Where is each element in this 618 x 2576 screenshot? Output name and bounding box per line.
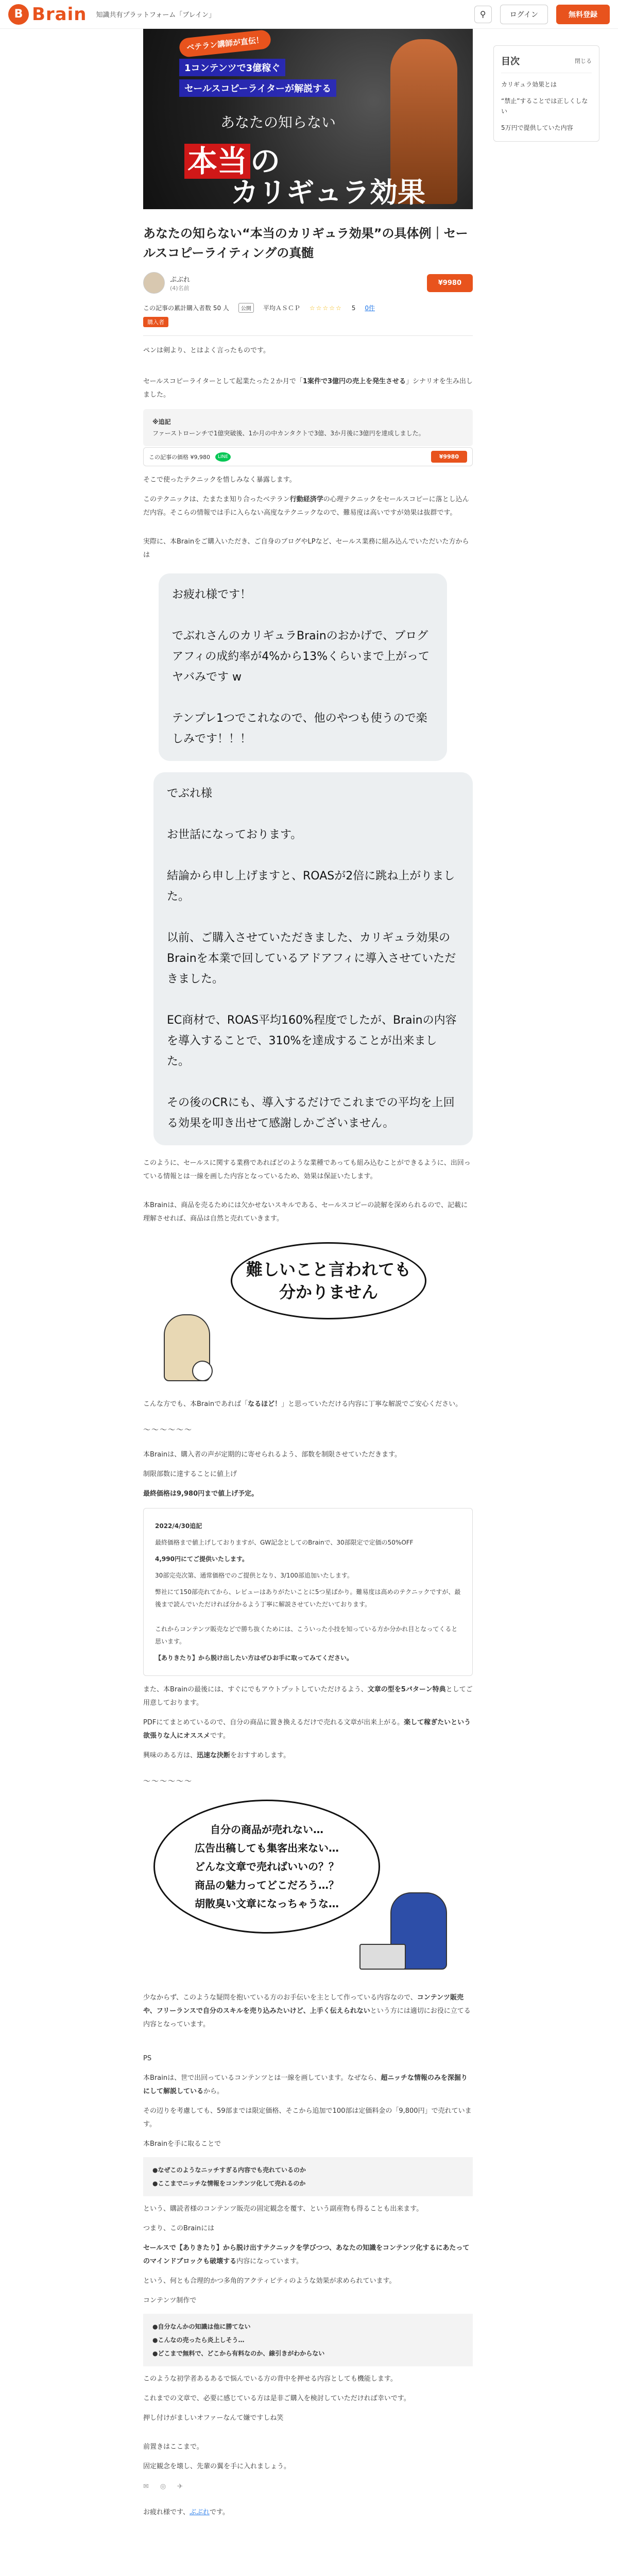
body-text: コンテンツ制作で	[143, 2297, 197, 2304]
body-text: 本Brainは、商品を売るためには欠かせないスキルである、セールスコピーの読解を深められるので、記載に理解させれば、商品は自然と売れていきます。	[143, 1201, 468, 1223]
hero-badge: ベテラン講師が直伝！	[179, 29, 272, 58]
hero-big-title-2: カリギュラ効果	[231, 176, 425, 209]
body-text: セールスで【ありきたり】から脱け出すテクニックを学びつつ、あなたの知識をコンテンツ化するにあたってのマインドブロックも破壊する内容になっています。	[143, 2244, 470, 2265]
body-text: という、購読者様のコンテンツ販売の固定観念を覆す、という副産物も得ることも出来ます。	[143, 2205, 423, 2213]
author-row	[143, 272, 473, 294]
login-button[interactable]: ログイン	[500, 5, 548, 24]
body-text: PDFにてまとめているので、自分の商品に置き換えるだけで売れる文章が出来上がる。楽して稼ぎたいという欲張りな人にオススメです。	[143, 1719, 471, 1740]
body-text: このように、セールスに関する業務であればどのような業種であっても組み込むことができるように、出回っている情報とは一線を画した内容となっているため、効果は保証いたします。	[143, 1159, 471, 1180]
author-name[interactable]: ぷぶれ	[170, 276, 191, 284]
testimonial-chat-2: でぶれ様 お世話になっております。 結論から申し上げますと、ROASが2倍に跳ね上がりました。 以前、ご購入させていただきました、カリギュラ効果のBrainを本業で回しているアドアフィに導入させていただきました。 EC商材で、ROAS平均160%程度でしたが、Brainの内容を導入することで、310%を達成することが出来ました。 その後のCRにも、導入するだけでこれまでの平均を上回る効果を叩き出せて感謝しかございません。	[153, 772, 473, 1145]
hero-subtitle: あなたの知らない	[220, 114, 336, 131]
hero-line-1: 1コンテンツで3億稼ぐ	[179, 59, 285, 76]
body-text: こんな方でも、本Brainであれば「なるほど！」と思っていただける内容に丁寧な解説でご安心ください。	[143, 1400, 462, 1408]
testimonial-chat-1: お疲れ様です！ でぶれさんのカリギュラBrainのおかげで、ブログアフィの成約率が4%から13%くらいまで上がってヤバみです w テンプレ1つでこれなので、他のやつも使うので楽しみです！！！	[159, 573, 447, 761]
speech-bubble: 難しいこと言われても 分かりません	[231, 1242, 426, 1319]
body-text: 押し付けがましいオファーなんて嫌ですしね笑	[143, 2414, 284, 2422]
body-text: 前置きはここまで。	[143, 2443, 203, 2451]
body-text: 固定観念を壊し、先輩の翼を手に入れましょう。	[143, 2463, 291, 2470]
price-button[interactable]: ¥9980	[427, 274, 473, 292]
hero-image	[143, 29, 473, 209]
thought-bubble: 自分の商品が売れない… 広告出稿しても集客出来ない… どんな文章で売ればいいの？？ 商品の魅力ってどこだろう…？ 胡散臭い文章になっちゃうな…	[153, 1800, 380, 1934]
body-text: これまでの文章で、必要に感じている方は是非ご購入を検討していただければ幸いです。	[143, 2395, 410, 2402]
illustration-worried	[143, 1800, 473, 1985]
page-title: あなたの知らない“本当のカリギュラ効果”の具体例｜セールスコピーライティングの真髄	[143, 226, 468, 260]
body-text: 最終価格は9,980円まで値上げ予定。	[143, 1490, 259, 1498]
illustration-confused	[143, 1232, 473, 1392]
body-text: そこで使ったテクニックを惜しみなく暴露します。	[143, 476, 296, 484]
line-share-icon[interactable]: LINE	[215, 452, 231, 462]
purchase-bar	[143, 447, 473, 466]
logo-text: Brain	[32, 4, 87, 25]
telegram-share-icon[interactable]: ✈	[177, 2483, 183, 2490]
body-text: また、本Brainの最後には、すぐにでもアウトプットしていただけるよう、文章の型を5パターン特典としてご用意しております。	[143, 1686, 473, 1707]
divider: 〜〜〜〜〜〜	[143, 1777, 193, 1786]
toc-item[interactable]: “禁止”することでは正しくしない	[501, 97, 588, 115]
brain-logo[interactable]	[8, 4, 87, 25]
instagram-share-icon[interactable]: ◎	[160, 2483, 166, 2490]
body-text: お疲れ様です、ぶぶれです。	[143, 2509, 229, 2516]
mail-share-icon[interactable]: ✉	[143, 2483, 149, 2490]
checklist: ●なぜこのようなニッチすぎる内容でも売れているのか ●ここまでニッチな情報をコンテンツ化して売れるのか	[143, 2157, 473, 2196]
body-text: つまり、このBrainには	[143, 2225, 215, 2232]
body-text: その辺りを考慮しても、59部までは限定価格、そこから追加で100部は定価料金の「9,800円」で売れています。	[143, 2107, 472, 2128]
body-text: このテクニックは、たまたま知り合ったベテラン行動経済学の心理テクニックをセールスコピーに落とし込んだ内容。そこらの情報では手に入らない高度なテクニックなので、難易度は高いですが効果は抜群です。	[143, 496, 469, 517]
signup-button[interactable]: 無料登録	[556, 5, 610, 24]
toc-title: 目次	[501, 56, 520, 67]
body-text: 興味のある方は、迅速な決断をおすすめします。	[143, 1752, 290, 1759]
divider: 〜〜〜〜〜〜	[143, 1426, 193, 1434]
toc-item[interactable]: カリギュラ効果とは	[501, 81, 557, 88]
logo-mark: B	[8, 4, 29, 25]
body-text: という、何とも合理的かつ多角的アクティビティのような効果が求められています。	[143, 2277, 396, 2285]
site-tagline: 知識共有プラットフォーム「ブレイン」	[96, 11, 216, 19]
body-text: 本Brainは、購入者の声が定期的に寄せられるよう、部数を制限させていただきます。	[143, 1451, 402, 1459]
body-text: ペンは剣より、とはよく言ったものです。	[143, 347, 270, 354]
buyer-tag: 購入者	[143, 317, 168, 327]
note-box: ※追記 ファーストローンチで1億突破後、1か月の中カンタクトで3億、3か月後に3億円を達成しました。	[143, 409, 473, 446]
body-text: セールスコピーライターとして起業たった２か月で「1案件で3億円の売上を発生させる」シナリオを生み出しました。	[143, 378, 473, 399]
site-header	[0, 0, 618, 29]
cat-illustration	[192, 1361, 213, 1381]
body-text: 制限部数に達することに値上げ	[143, 1470, 237, 1478]
table-of-contents	[493, 45, 599, 142]
hero-line-2: セールスコピーライターが解説する	[179, 79, 336, 97]
search-icon[interactable]: ⚲	[474, 6, 492, 23]
price-notice-box: 2022/4/30追記 最終価格まで値上げしておりますが、GW記念としてのBrainで、30部限定で定価の50%OFF 4,990円にてご提供いたします。 30部完売次第、通常価格でのご提供となり、3/100部追加いたします。 弊社にて150部売れてから、レビューはありがたいことに5つ星ばかり。難易度は高めのテクニックですが、最後まで読んでいただければ分かるよう丁寧に解説させていただいております。 これからコンテンツ販売などで勝ち抜くためには、こういった小技を知っている方か分かれ目となってくると思います。 【ありきたり】から脱け出したい方はぜひお手に取ってみてください。	[143, 1508, 473, 1676]
body-text: 少なからず、このような疑問を抱いている方のお手伝いを主として作っている内容なので、コンテンツ販売や、フリーランスで自分のスキルを売り込みたいけど、上手く伝えられないという方には適切にお役に立てる内容となっています。	[143, 1994, 471, 2028]
status-badge: 公開	[238, 303, 254, 313]
article-stats	[143, 303, 473, 313]
share-icons	[143, 2483, 473, 2490]
laptop-illustration	[359, 1944, 406, 1970]
body-text: 本Brainを手に取ることで	[143, 2140, 221, 2148]
reviews-link[interactable]: 0件	[365, 304, 375, 312]
buyer-count: この記事の累計購入者数 50 人	[143, 304, 229, 312]
article-main	[143, 29, 473, 2526]
rating-label: 平均ＡＳＣＰ	[263, 304, 300, 312]
body-text: 本Brainは、世で出回っているコンテンツとは一線を画しています。なぜなら、超ニッチな情報のみを深掘りにして解説しているから。	[143, 2074, 468, 2095]
rating-value: 5	[351, 304, 356, 312]
rating-stars-icon: ☆☆☆☆☆	[309, 304, 342, 312]
body-text: このような初学者あるあるで悩んでいる方の背中を押せる内容としても機能します。	[143, 2375, 397, 2383]
author-sub: (4)名前	[170, 284, 190, 292]
ps-heading: PS	[143, 2055, 152, 2062]
hero-big-title: 本当 の	[184, 137, 280, 180]
toc-item[interactable]: 5万円で提供していた内容	[501, 124, 573, 131]
body-text: 実際に、本Brainをご購入いただき、ご自身のブログやLPなど、セールス業務に組み込んでいただいた方からは	[143, 538, 469, 559]
checklist: ●自分なんかの知識は他に勝てない ●こんなの売ったら炎上しそう… ●どこまで無料で、どこから有料なのか、線引きがわからない	[143, 2314, 473, 2366]
toc-close-button[interactable]: 閉じる	[575, 58, 592, 64]
purchase-bar-button[interactable]: ¥9980	[431, 451, 467, 463]
purchase-bar-text: この記事の価格 ¥9,980	[149, 453, 210, 461]
avatar[interactable]	[143, 272, 165, 294]
